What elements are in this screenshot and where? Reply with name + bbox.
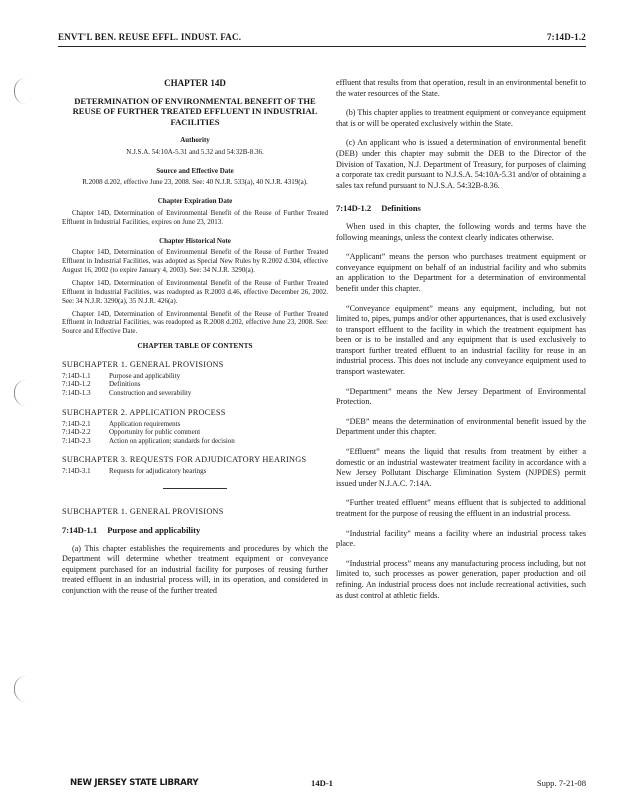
toc-subchapter-title: SUBCHAPTER 3. REQUESTS FOR ADJUDICATORY HEARINGS	[62, 455, 307, 465]
history-note: Chapter 14D, Determination of Environmental Benefit of the Reuse of Further Treated Effluent in Industrial Facilities, was adopted as Special New Rules by R.2002 d.304, effective August 16, 2002 (to expire January 4, 2003). See: 34 N.J.R. 3290(a).	[62, 248, 328, 274]
paragraph: (a) This chapter establishes the requirements and procedures by which the Department will determine whether treatment equipment or conveyance equipment purchased for an industrial facility for purposes of reusing further treated effluent in an industrial process will, in its operation, and considered in conjunction with the reuse of the further treated	[62, 543, 328, 595]
expiration-block	[62, 209, 328, 227]
page-number: 14D-1	[311, 778, 333, 788]
definition-paragraph: “Department” means the New Jersey Department of Environmental Protection.	[336, 386, 586, 407]
toc-entry-number: 7:14D-2.2	[62, 428, 91, 437]
toc-entry-number: 7:14D-1.1	[62, 371, 91, 380]
running-header	[58, 32, 586, 47]
definition-paragraph: “Applicant” means the person who purchases treatment equipment or conveyance equipment on behalf of an industrial facility and who submits an application to the Department for a determination of environmental benefit under this chapter.	[336, 252, 586, 293]
section-number: 7:14D-1.1	[62, 525, 98, 535]
header-title: ENVT'L BEN. REUSE EFFL. INDUST. FAC.	[58, 32, 242, 42]
page-footer	[58, 778, 586, 790]
library-stamp: NEW JERSEY STATE LIBRARY	[70, 778, 199, 788]
source-heading: Source and Effective Date	[156, 166, 234, 175]
toc-entry-number: 7:14D-1.3	[62, 389, 91, 398]
toc-entry[interactable]	[62, 372, 328, 381]
toc-entry[interactable]	[62, 389, 328, 398]
toc-entry[interactable]	[62, 420, 328, 429]
toc-entry-title: Purpose and applicability	[109, 371, 181, 380]
punch-hole-mark	[14, 676, 29, 702]
punch-hole-mark	[14, 380, 29, 406]
supplement-date: Supp. 7-21-08	[536, 778, 586, 788]
divider	[163, 488, 227, 489]
section-heading	[62, 525, 328, 536]
history-note: Chapter 14D, Determination of Environmental Benefit of the Reuse of Further Treated Effluent in Industrial Facilities, was readopted as R.2008 d.202, effective June 23, 2008. See: Source and Effective Date.	[62, 309, 328, 336]
header-section: 7:14D-1.2	[546, 32, 586, 42]
section-title: Definitions	[381, 203, 421, 214]
toc-heading: CHAPTER TABLE OF CONTENTS	[137, 341, 253, 351]
toc-subchapter-1	[62, 360, 328, 398]
section-title: Purpose and applicability	[107, 525, 201, 535]
section-number: 7:14D-1.2	[336, 203, 372, 214]
definition-paragraph: “Industrial process” means any manufacturing process including, but not limited to, such processes as power generation, paper production and oil refining. An industrial process does not include recreational activities, such as dust control at athletic fields.	[336, 558, 586, 600]
paragraph: (b) This chapter applies to treatment equipment or conveyance equipment that is or will be operated exclusively within the State.	[336, 108, 586, 128]
expiration-text: Chapter 14D, Determination of Environmental Benefit of the Reuse of Further Treated Effluent in Industrial Facilities, expires on June 23, 2013.	[62, 208, 328, 226]
toc-subchapter-2	[62, 408, 328, 446]
toc-subchapter-3	[62, 455, 328, 476]
toc-entry-number: 7:14D-3.1	[62, 467, 91, 476]
toc-entry-title: Opportunity for public comment	[109, 428, 201, 437]
history-note: Chapter 14D, Determination of Environmental Benefit of the Reuse of Further Treated Effluent in Industrial Facilities, was readopted as R.2003 d.46, effective December 26, 2002. See: 34 N.J.R. 3290(a), 35 N.J.R. 426(a).	[62, 278, 328, 305]
toc-entry-number: 7:14D-1.2	[62, 380, 91, 389]
definition-paragraph: “Industrial facility” means a facility where an industrial process takes place.	[336, 528, 586, 549]
history-notes	[62, 248, 328, 336]
toc-entry-title: Construction and severability	[109, 389, 192, 398]
source-text: R.2008 d.202, effective June 23, 2008. See: 40 N.J.R. 533(a), 40 N.J.R. 4319(a).	[82, 178, 308, 187]
toc-entry-title: Application requirements	[109, 419, 181, 428]
punch-hole-mark	[14, 78, 29, 104]
toc-entry-title: Action on application; standards for decision	[109, 436, 235, 445]
toc-entry[interactable]	[62, 380, 328, 389]
definition-paragraph: “Conveyance equipment” means any equipment, including, but not limited to, pipes, pumps and/or other appurtenances, that is used exclusively to transport effluent to the facility in which the treatment equipment has been or is to be installed and any equipment that is used exclusively to transport further treated effluent to an industrial facility for reuse in an industrial process. This does not include any conveyance equipment used to transport wastewater.	[336, 303, 586, 377]
definition-paragraph: “DEB” means the determination of environmental benefit issued by the Department under this chapter.	[336, 416, 586, 437]
toc-subchapter-title: SUBCHAPTER 2. APPLICATION PROCESS	[62, 407, 226, 417]
toc-entry-title: Definitions	[109, 380, 141, 389]
chapter-number: CHAPTER 14D	[164, 78, 226, 88]
definition-paragraph: When used in this chapter, the following words and terms have the following meanings, unless the context clearly indicates otherwise.	[336, 221, 586, 242]
history-heading: Chapter Historical Note	[159, 236, 231, 245]
section-heading	[336, 203, 586, 214]
paragraph: effluent that results from that operation, result in an environmental benefit to the water resources of the State.	[336, 78, 586, 98]
toc-entry[interactable]	[62, 437, 328, 446]
definition-paragraph: “Effluent” means the liquid that results from treatment by either a domestic or an industrial wastewater treatment facility in accordance with a New Jersey Pollutant Discharge Elimination System (NJPDES) permit issued under N.J.A.C. 7:14A.	[336, 447, 586, 488]
authority-text: N.J.S.A. 54:10A-5.31 and 5.32 and 54:32B-8.36.	[126, 147, 264, 156]
toc-entry[interactable]	[62, 467, 328, 476]
toc-entry[interactable]	[62, 428, 328, 437]
toc-entry-number: 7:14D-2.1	[62, 419, 91, 428]
chapter-title: DETERMINATION OF ENVIRONMENTAL BENEFIT OF THE REUSE OF FURTHER TREATED EFFLUENT IN INDUSTRIAL FACILITIES	[72, 95, 318, 127]
toc-subchapter-title: SUBCHAPTER 1. GENERAL PROVISIONS	[62, 359, 224, 369]
paragraph: (c) An applicant who is issued a determination of environmental benefit (DEB) under this chapter may submit the DEB to the Director of the Division of Taxation, N.J. Department of Treasury, for purposes of claiming a corporate tax credit pursuant to N.J.S.A. 54:10A-5.31 and/or of obtaining a sales tax refund pursuant to N.J.S.A. 54:32B-8.36.	[336, 138, 587, 190]
expiration-heading: Chapter Expiration Date	[157, 197, 233, 206]
definition-paragraph: “Further treated effluent” means effluent that is subjected to additional treatment for the purpose of reusing the effluent in an industrial process.	[336, 498, 586, 518]
toc-entry-number: 7:14D-2.3	[62, 436, 91, 445]
right-column	[336, 78, 586, 610]
subchapter-heading: SUBCHAPTER 1. GENERAL PROVISIONS	[62, 507, 224, 516]
authority-heading: Authority	[180, 136, 210, 145]
left-column	[62, 78, 328, 606]
toc-entry-title: Requests for adjudicatory hearings	[109, 467, 207, 476]
